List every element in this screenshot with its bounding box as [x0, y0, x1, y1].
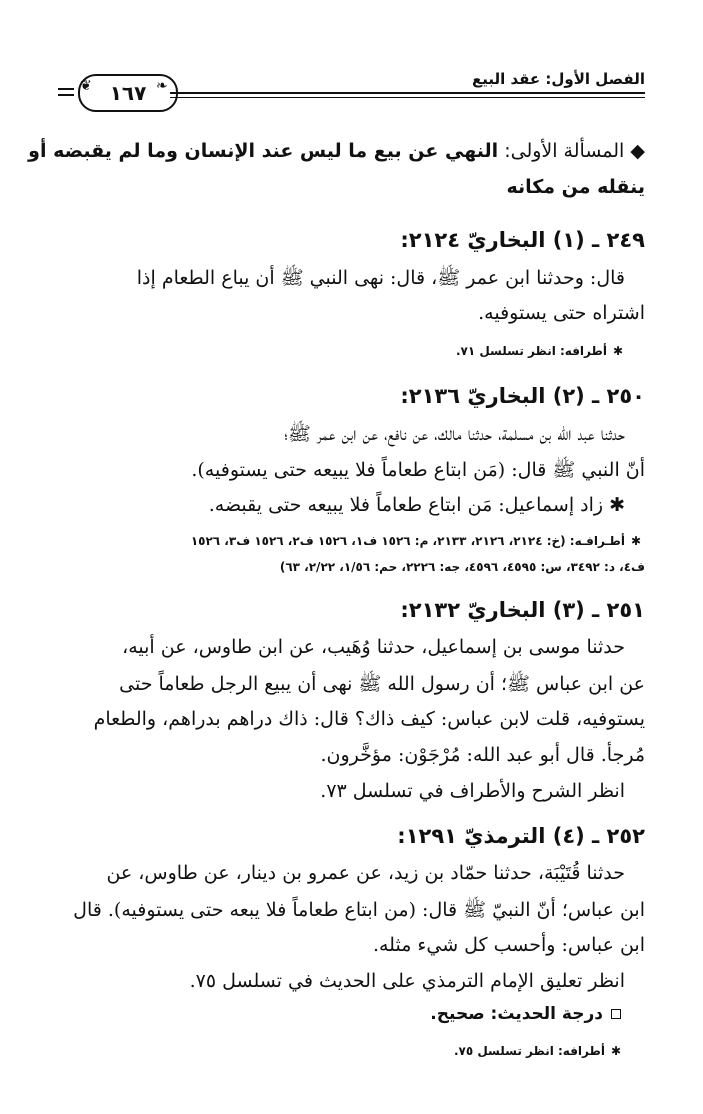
header-rule-thin	[170, 97, 645, 98]
hadith-252-line-1: حدثنا قُتَيْبَة، حدثنا حمّاد بن زيد، عن عمرو بن دينار، عن طاوس، عن	[106, 862, 625, 884]
hadith-252-ref: انظر تعليق الإمام الترمذي على الحديث في تسلسل ٧٥.	[189, 970, 625, 992]
masala-title-2: ينقله من مكانه	[506, 176, 645, 198]
asterisk-icon: ✱	[610, 1044, 621, 1058]
hadith-249-line-1: قال: وحدثنا ابن عمر ﷺ، قال: نهى النبي ﷺ أن يباع الطعام إذا	[136, 267, 625, 289]
hadith-251-line-2: عن ابن عباس ﷺ؛ أن رسول الله ﷺ نهى أن يبيع الرجل طعاماً حتى	[119, 673, 645, 695]
square-bullet-icon	[611, 1009, 621, 1019]
flourish-right-icon: ❧	[156, 78, 168, 94]
page-number-ornament	[58, 72, 176, 112]
hadith-250-line-1: حدثنا عبد الله بن مسلمة، حدثنا مالك، عن نافع، عن ابن عمر ﷺ؛	[284, 423, 625, 445]
hadith-251-ref: انظر الشرح والأطراف في تسلسل ٧٣.	[320, 780, 625, 802]
hadith-252-line-2: ابن عباس؛ أنّ النبيّ ﷺ قال: (من ابتاع طعاماً فلا يبعه حتى يستوفيه). قال	[73, 899, 645, 921]
hadith-251-line-4: مُرجأ. قال أبو عبد الله: مُرْجَوْن: مؤخَّرون.	[320, 744, 645, 766]
hadith-251-line-3: يستوفيه، قلت لابن عباس: كيف ذاك؟ قال: ذاك دراهم بدراهم، والطعام	[93, 708, 645, 730]
diamond-bullet-icon: ◆	[630, 140, 645, 162]
masala-title-1: النهي عن بيع ما ليس عند الإنسان وما لم يقبضه أو	[28, 140, 499, 162]
masala-prefix: المسألة الأولى:	[504, 140, 625, 162]
hadith-251-line-1: حدثنا موسى بن إسماعيل، حدثنا وُهَيب، عن ابن طاوس، عن أبيه،	[122, 636, 625, 658]
asterisk-icon: ✱	[630, 534, 641, 548]
hadith-252-line-3: ابن عباس: وأحسب كل شيء مثله.	[372, 934, 645, 956]
masala-line-1	[28, 140, 645, 162]
hadith-249-note: ✱أطرافه: انظر تسلسل ٧١.	[455, 344, 623, 358]
masala-line-2	[48, 176, 645, 198]
hadith-249-heading: ٢٤٩ ـ (١) البخاريّ ٢١٢٤:	[400, 228, 645, 252]
hadith-250-note-1: ✱أطـرافـه: (خ: ٢١٢٤، ٢١٢٦، ٢١٣٣، م: ١٥٢٦ ف١، ١٥٢٦ ف٢، ١٥٢٦ ف٣، ١٥٢٦	[190, 534, 641, 548]
header-rule	[170, 92, 645, 94]
hadith-250-line-2: أنّ النبي ﷺ قال: (مَن ابتاع طعاماً فلا يبيعه حتى يستوفيه).	[191, 459, 645, 481]
hadith-251-heading: ٢٥١ ـ (٣) البخاريّ ٢١٣٢:	[400, 598, 645, 622]
chapter-title: الفصل الأول: عقد البيع	[471, 70, 645, 88]
hadith-250-heading: ٢٥٠ ـ (٢) البخاريّ ٢١٣٦:	[400, 384, 645, 408]
hadith-252-heading: ٢٥٢ ـ (٤) الترمذيّ ١٢٩١:	[397, 824, 645, 848]
hadith-249-line-2: اشتراه حتى يستوفيه.	[478, 302, 645, 324]
hadith-252-grade: درجة الحديث: صحيح.	[48, 1004, 621, 1024]
hadith-250-addition: ✱زاد إسماعيل: مَن ابتاع طعاماً فلا يبيعه حتى يقبضه.	[208, 494, 625, 516]
ornament-dash	[58, 88, 74, 90]
asterisk-icon: ✱	[609, 494, 625, 516]
asterisk-icon: ✱	[612, 344, 623, 358]
flourish-left-icon: ❦	[80, 78, 92, 94]
hadith-250-note-2: ف٤، د: ٣٤٩٢، س: ٤٥٩٥، ٤٥٩٦، جه: ٢٢٢٦، حم: ١/٥٦، ٢/٢٢، ٦٣)	[279, 560, 645, 574]
hadith-252-note: ✱أطرافه: انظر تسلسل ٧٥.	[453, 1044, 621, 1058]
page-number: ١٦٧	[78, 74, 178, 112]
ornament-dash	[58, 94, 74, 96]
